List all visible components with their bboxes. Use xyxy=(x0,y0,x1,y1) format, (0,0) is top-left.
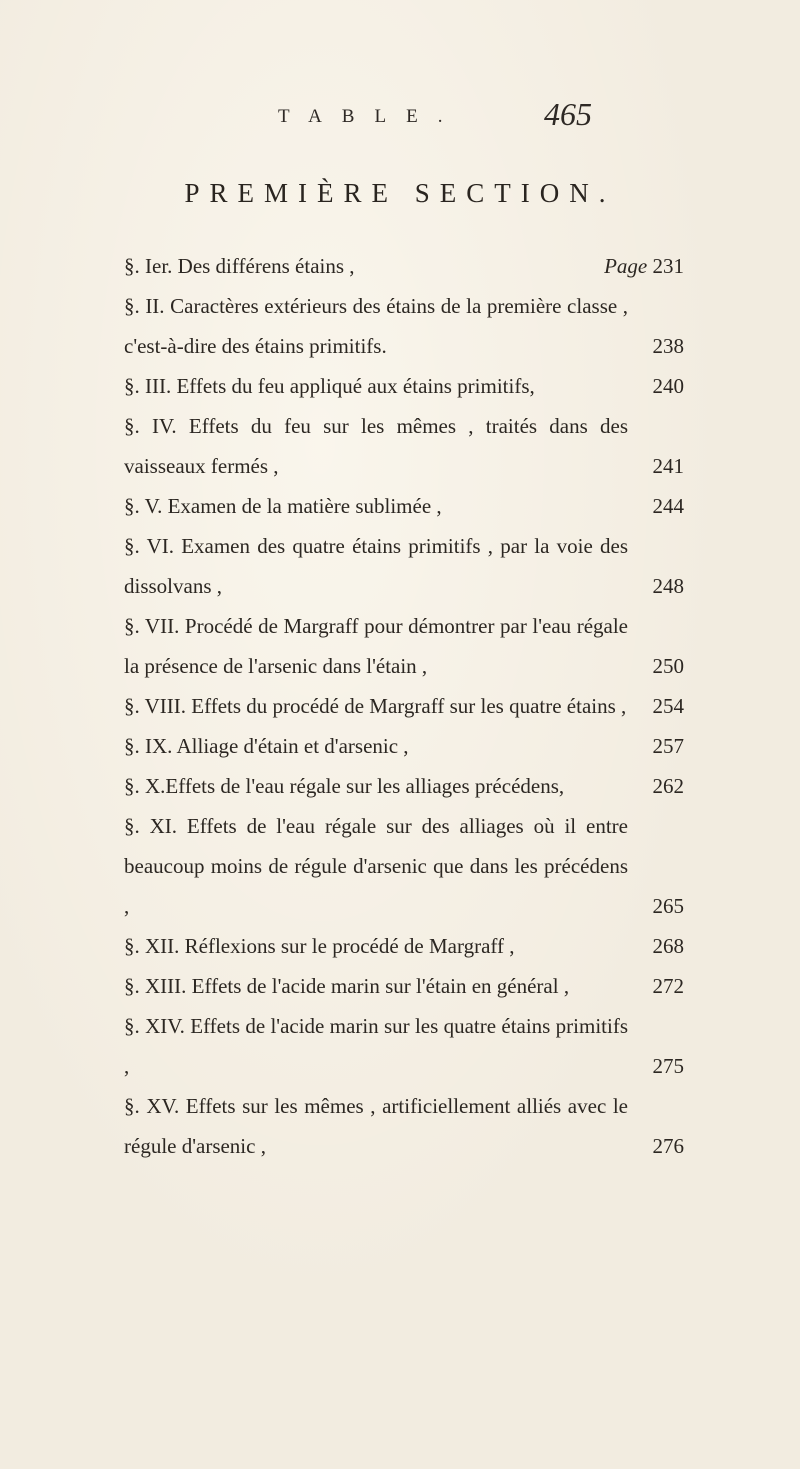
toc-entry xyxy=(124,926,684,966)
toc-entry-page: 240 xyxy=(652,374,684,398)
toc-entry-page: 257 xyxy=(652,734,684,758)
toc-entry-text: §. IV. Effets du feu sur les mêmes , traités dans des vaisseaux fermés , xyxy=(124,414,628,478)
toc-entry xyxy=(124,726,684,766)
toc-entry-text: §. X.Effets de l'eau régale sur les alliages précédens, xyxy=(124,774,565,798)
toc-entry-page: 275 xyxy=(652,1054,684,1078)
toc-entry-text: §. XIII. Effets de l'acide marin sur l'étain en général , xyxy=(124,974,570,998)
toc-entry xyxy=(124,366,684,406)
toc-entry-page: 276 xyxy=(652,1134,684,1158)
toc-entry-text: §. III. Effets du feu appliqué aux étains primitifs, xyxy=(124,374,535,398)
toc-entry xyxy=(124,766,684,806)
toc-entry-page: 262 xyxy=(652,774,684,798)
toc-entry xyxy=(124,246,684,286)
toc-entry-text: §. II. Caractères extérieurs des étains de la première classe , c'est-à-dire des étains primitifs. xyxy=(124,294,628,358)
toc-entry xyxy=(124,966,684,1006)
page-label: Page xyxy=(604,254,648,278)
toc-entry-text: §. V. Examen de la matière sublimée , xyxy=(124,494,442,518)
toc-entry xyxy=(124,606,684,686)
toc-entry-page: 244 xyxy=(652,494,684,518)
running-head xyxy=(0,96,800,146)
toc-entry xyxy=(124,406,684,486)
running-title: TABLE. xyxy=(278,106,463,127)
section-title: PREMIÈRE SECTION. xyxy=(184,178,616,208)
toc-entry-page xyxy=(604,246,684,286)
toc-entry-text: §. Ier. Des différens étains , xyxy=(124,254,355,278)
toc-entry-page-number: 231 xyxy=(652,254,684,278)
page-number: 465 xyxy=(544,96,592,132)
toc-entry xyxy=(124,526,684,606)
toc-entry-text: §. XI. Effets de l'eau régale sur des alliages où il entre beaucoup moins de régule d'arsenic que dans les précédens , xyxy=(124,814,628,918)
toc-entry xyxy=(124,686,684,726)
toc-entry-text: §. IX. Alliage d'étain et d'arsenic , xyxy=(124,734,409,758)
toc-entry-page: 272 xyxy=(652,974,684,998)
toc-entry xyxy=(124,806,684,926)
toc-entry xyxy=(124,1086,684,1166)
toc-entry-text: §. XIV. Effets de l'acide marin sur les quatre étains primitifs , xyxy=(124,1014,628,1078)
toc-entry-page: 248 xyxy=(652,574,684,598)
toc-entry-page: 250 xyxy=(652,654,684,678)
table-of-contents xyxy=(124,246,684,1166)
toc-entry-text: §. XV. Effets sur les mêmes , artificiellement alliés avec le régule d'arsenic , xyxy=(124,1094,628,1158)
toc-entry-text: §. VI. Examen des quatre étains primitifs , par la voie des dissolvans , xyxy=(124,534,628,598)
toc-entry-page: 268 xyxy=(652,934,684,958)
toc-entry xyxy=(124,1006,684,1086)
toc-entry-page: 241 xyxy=(652,454,684,478)
toc-entry-page: 265 xyxy=(652,894,684,918)
toc-entry-text: §. VIII. Effets du procédé de Margraff sur les quatre étains , xyxy=(124,694,627,718)
toc-entry xyxy=(124,286,684,366)
toc-entry-text: §. VII. Procédé de Margraff pour démontrer par l'eau régale la présence de l'arsenic dans l'étain , xyxy=(124,614,628,678)
toc-entry-page: 238 xyxy=(652,334,684,358)
toc-entry-page: 254 xyxy=(652,694,684,718)
toc-entry xyxy=(124,486,684,526)
toc-entry-text: §. XII. Réflexions sur le procédé de Margraff , xyxy=(124,934,515,958)
